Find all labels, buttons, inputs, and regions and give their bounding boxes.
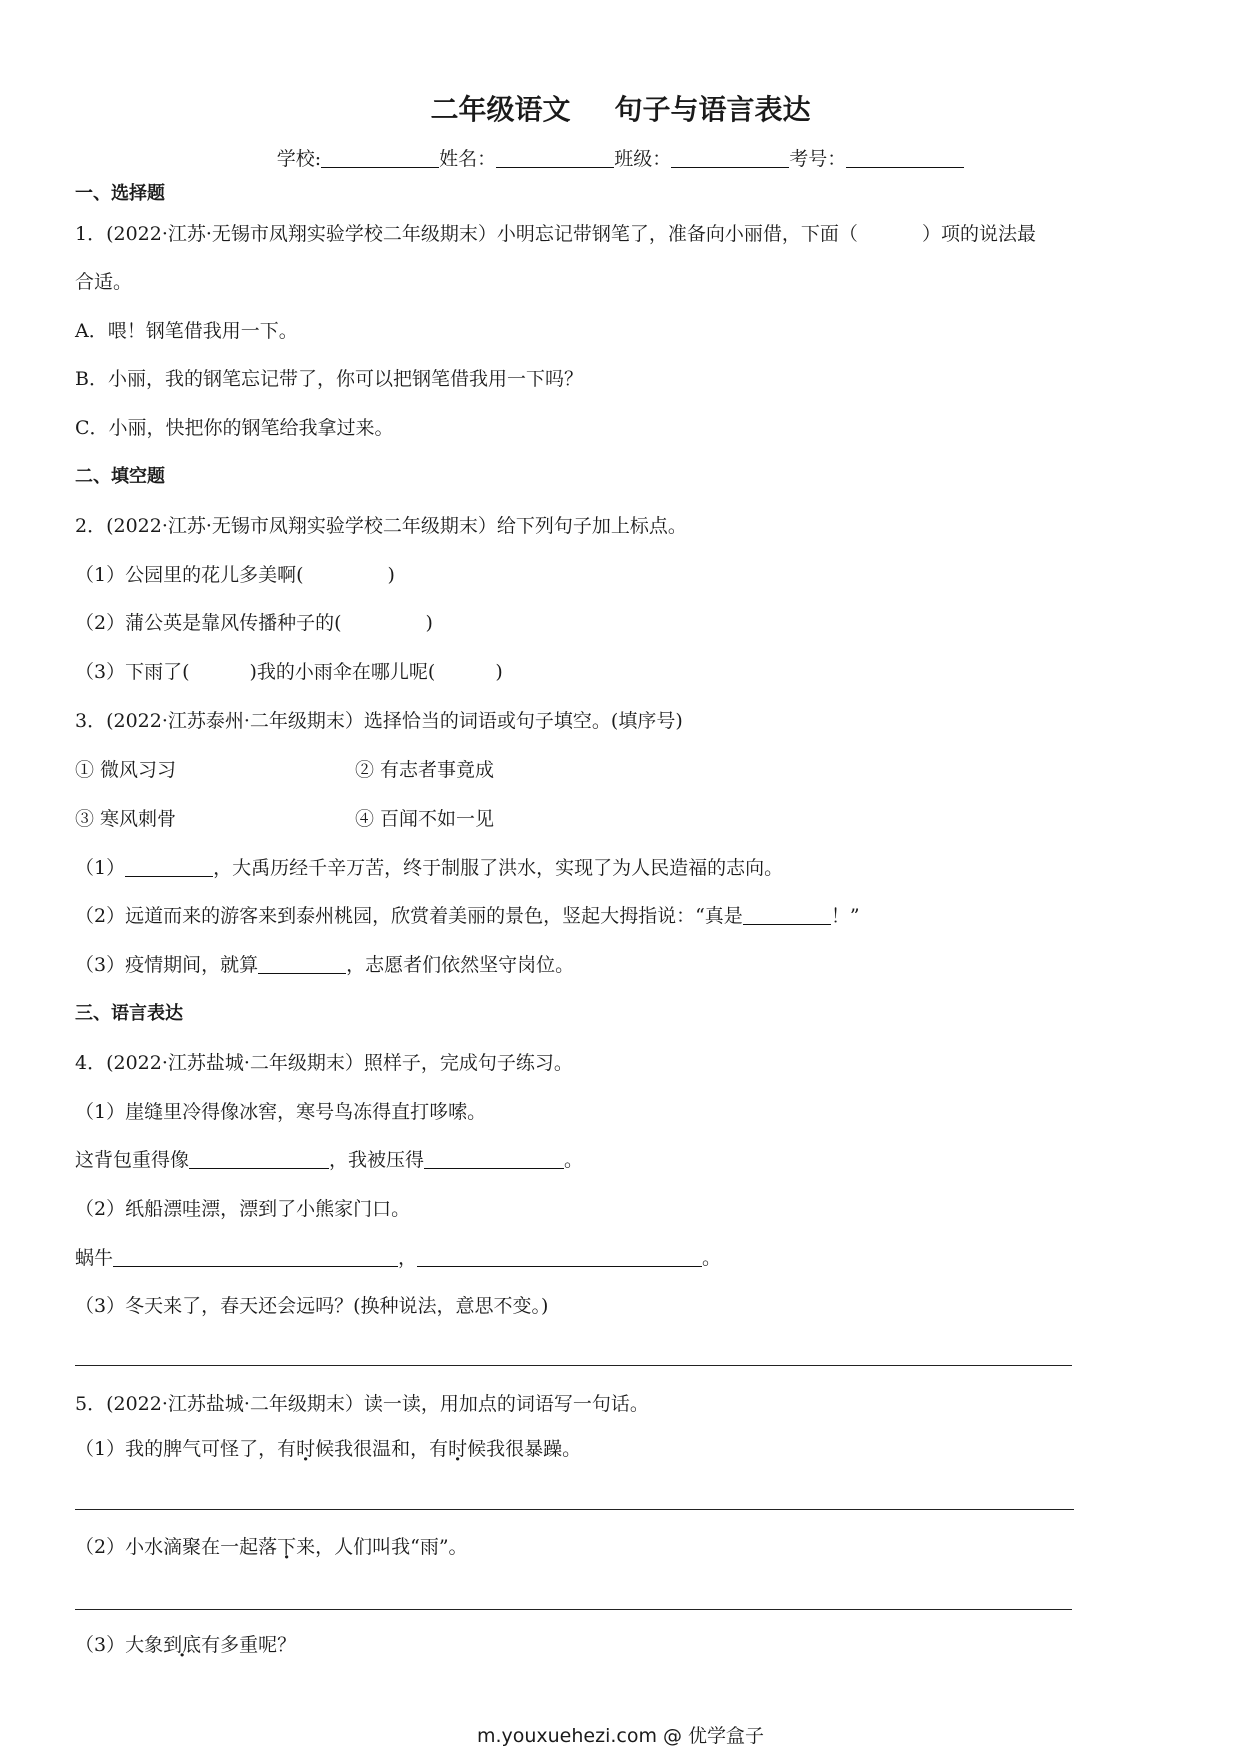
q4-item-1-fill <box>75 1147 583 1173</box>
q3-item-2-close: ！” <box>830 905 860 927</box>
q3-item-1 <box>75 855 783 881</box>
name-label: 姓名： <box>439 148 497 170</box>
title-topic: 句子与语言表达 <box>614 93 811 126</box>
q5-item-2-post: ，人们叫我“雨”。 <box>315 1536 468 1558</box>
q4-item-2-blank-2[interactable] <box>417 1246 702 1267</box>
q3-item-2 <box>75 903 860 929</box>
q5-item-3 <box>75 1632 296 1658</box>
q3-options-row1 <box>75 757 675 783</box>
q3-option-3: ③ 寒风刺骨 <box>75 808 177 830</box>
q3-item-2-blank[interactable] <box>743 904 831 925</box>
q2-item-3 <box>75 659 503 685</box>
q3-stem: 3．(2022·江苏泰州·二年级期末）选择恰当的词语或句子填空。(填序号) <box>75 710 683 732</box>
title-subject: 二年级语文 <box>430 93 571 126</box>
q4-item-1-blank-1[interactable] <box>189 1148 329 1169</box>
q4-item-2-fill-a: 蜗牛 <box>75 1247 114 1269</box>
q1-option-a: A．喂！钢笔借我用一下。 <box>75 320 298 342</box>
q3-item-3-text-a: （3）疫情期间，就算 <box>75 954 259 976</box>
q5-item-1-post: 我很暴躁。 <box>486 1438 582 1460</box>
q5-item-1-pre: （1）我的脾气可怪了， <box>75 1438 278 1460</box>
q5-item-2 <box>75 1534 468 1560</box>
q3-item-1-text: ，大禹历经千辛万苦，终于制服了洪水，实现了为人民造福的志向。 <box>213 857 784 879</box>
q5-item-2-answer-line[interactable] <box>75 1609 1072 1610</box>
q4-item-1-fill-a: 这背包重得像 <box>75 1149 190 1171</box>
footer-watermark: m.youxuehezi.com @ 优学盒子 <box>476 1725 765 1747</box>
q5-item-1-mid: 我很温和， <box>334 1438 430 1460</box>
q2-item-3-close: ) <box>495 661 503 683</box>
q5-item-1-dotted-word-1: 有时候 <box>277 1438 335 1460</box>
q4-item-2-fill-c: 。 <box>702 1247 722 1269</box>
q4-item-2-fill <box>75 1245 721 1271</box>
q2-item-3-text-b: )我的小雨伞在哪儿呢( <box>249 661 436 683</box>
exam-no-field[interactable] <box>846 147 964 168</box>
q3-options-row2 <box>75 806 675 832</box>
q5-item-2-dotted-word: 落下来 <box>258 1536 316 1558</box>
q5-item-3-post: 有多重呢？ <box>201 1634 297 1656</box>
q3-item-3 <box>75 952 574 978</box>
q4-item-1: （1）崖缝里冷得像冰窖，寒号鸟冻得直打哆嗦。 <box>75 1101 487 1123</box>
q3-item-2-text: （2）远道而来的游客来到泰州桃园，欣赏着美丽的景色，竖起大拇指说：“真是 <box>75 905 743 927</box>
q3-option-1: ① 微风习习 <box>75 759 177 781</box>
q3-item-3-text-b: ，志愿者们依然坚守岗位。 <box>346 954 575 976</box>
q3-option-4: ④ 百闻不如一见 <box>355 808 495 830</box>
q1-stem-b: ）项的说法最 <box>921 223 1036 245</box>
q1-option-c: C．小丽，快把你的钢笔给我拿过来。 <box>75 417 394 439</box>
class-field[interactable] <box>671 147 789 168</box>
q3-option-2: ② 有志者事竟成 <box>355 759 495 781</box>
q1-option-b: B．小丽，我的钢笔忘记带了，你可以把钢笔借我用一下吗？ <box>75 368 583 390</box>
q5-stem: 5．(2022·江苏盐城·二年级期末）读一读，用加点的词语写一句话。 <box>75 1393 649 1415</box>
q4-item-3-answer-line[interactable] <box>75 1365 1072 1366</box>
q2-stem: 2．(2022·江苏·无锡市凤翔实验学校二年级期末）给下列句子加上标点。 <box>75 515 687 537</box>
class-label: 班级： <box>614 148 672 170</box>
section-heading-choice: 一、选择题 <box>75 183 165 204</box>
q1-stem-line2: 合适。 <box>75 271 133 293</box>
q5-item-3-pre: （3）大象 <box>75 1634 164 1656</box>
school-label: 学校: <box>276 148 322 170</box>
q5-item-2-pre: （2）小水滴聚在一起 <box>75 1536 259 1558</box>
q2-item-2-text: （2）蒲公英是靠风传播种子的( <box>75 612 342 634</box>
q4-item-1-fill-c: 。 <box>564 1149 584 1171</box>
q3-item-1-num: （1） <box>75 857 126 879</box>
exam-no-label: 考号： <box>789 148 847 170</box>
q2-item-2 <box>75 610 433 636</box>
q2-item-2-close: ) <box>425 612 433 634</box>
page-title <box>0 92 1241 128</box>
q2-item-3-text-a: （3）下雨了( <box>75 661 190 683</box>
student-info-line <box>0 146 1241 172</box>
q5-item-3-dotted-word: 到底 <box>163 1634 202 1656</box>
q4-item-2-fill-b: ， <box>398 1247 418 1269</box>
q4-item-2-blank-1[interactable] <box>113 1246 398 1267</box>
name-field[interactable] <box>496 147 614 168</box>
q4-item-1-blank-2[interactable] <box>424 1148 564 1169</box>
q5-item-1 <box>75 1436 581 1462</box>
q1-stem-a: 1．(2022·江苏·无锡市凤翔实验学校二年级期末）小明忘记带钢笔了，准备向小丽借，下面（ <box>75 223 858 245</box>
q4-stem: 4．(2022·江苏盐城·二年级期末）照样子，完成句子练习。 <box>75 1052 573 1074</box>
q1-stem-line1 <box>75 221 1036 247</box>
q3-item-1-blank[interactable] <box>125 856 213 877</box>
q4-item-2: （2）纸船漂哇漂，漂到了小熊家门口。 <box>75 1198 411 1220</box>
q4-item-1-fill-b: ，我被压得 <box>329 1149 425 1171</box>
q4-item-3: （3）冬天来了，春天还会远吗？(换种说法，意思不变。) <box>75 1295 549 1317</box>
q5-item-1-dotted-word-2: 有时候 <box>429 1438 487 1460</box>
q2-item-1-text: （1）公园里的花儿多美啊( <box>75 564 304 586</box>
q2-item-1 <box>75 562 395 588</box>
section-heading-expression: 三、语言表达 <box>75 1003 183 1024</box>
section-heading-fill: 二、填空题 <box>75 466 165 487</box>
q5-item-1-answer-line[interactable] <box>75 1509 1074 1510</box>
q3-item-3-blank[interactable] <box>258 953 346 974</box>
q2-item-1-close: ) <box>387 564 395 586</box>
school-field[interactable] <box>321 147 439 168</box>
